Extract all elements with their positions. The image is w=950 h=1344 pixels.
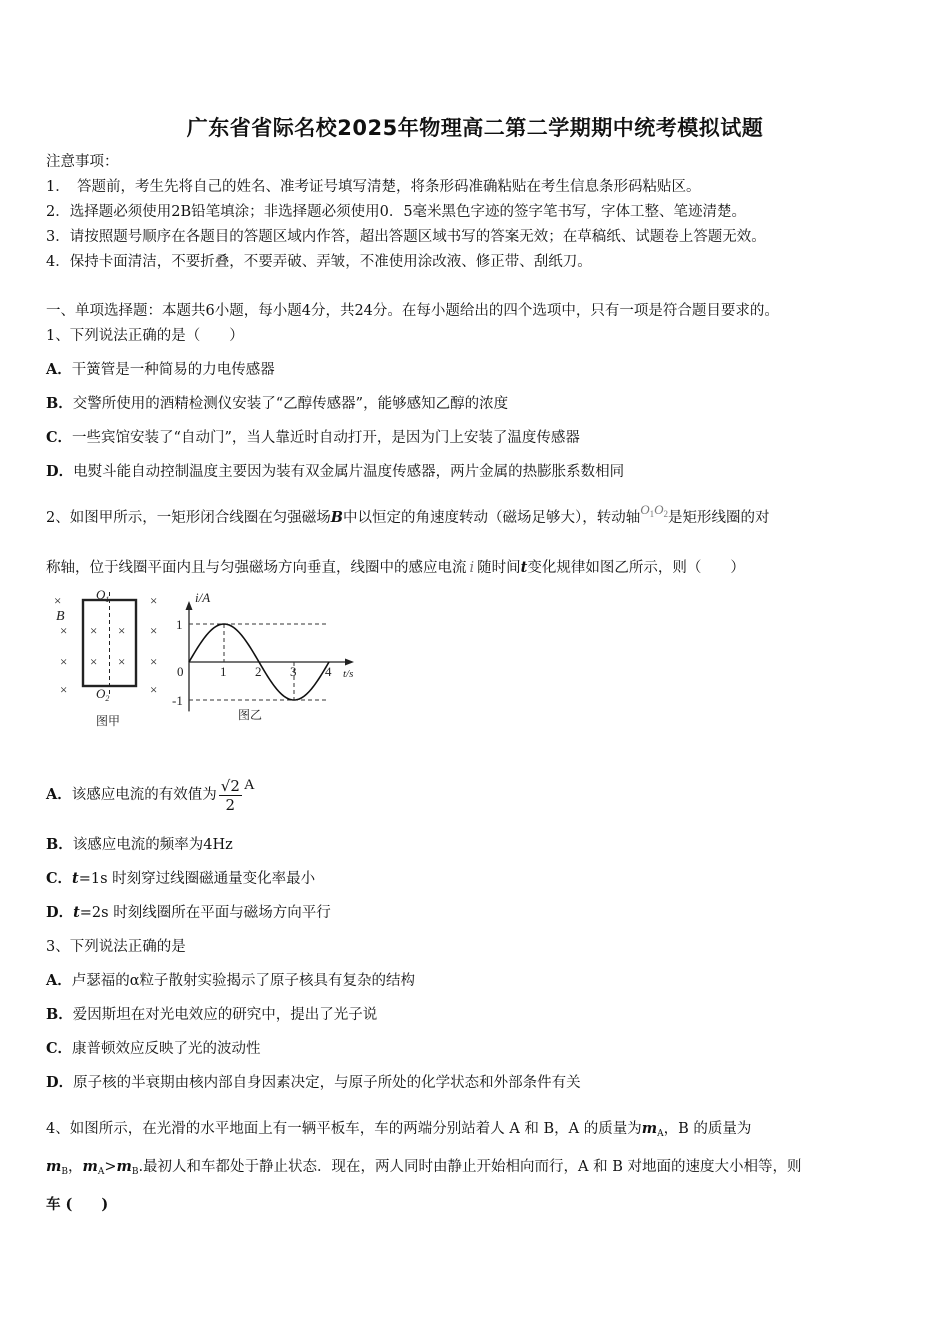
notice-item-2: 2．选择题必须使用2B铅笔填涂；非选择题必须使用0．5毫米黑色字迹的签字笔书写，字体工整、笔迹清楚。 [46, 204, 747, 220]
figure-jia [50, 586, 180, 732]
cross-mark: × [60, 654, 68, 669]
cross-mark: × [118, 654, 126, 669]
notice-item-3: 3．请按照题号顺序在各题目的答题区域内作答，超出答题区域书写的答案无效；在草稿纸、试题卷上答题无效。 [46, 229, 766, 245]
fraction [219, 777, 242, 814]
subscript: A [657, 1129, 664, 1139]
q4-stem-line1 [46, 1119, 751, 1144]
x-tick-label: 1 [220, 664, 227, 679]
q1-option-a[interactable] [46, 360, 275, 380]
fraction-numerator: √2 [220, 776, 240, 795]
option-label: D． [46, 904, 74, 921]
data-point [206, 634, 208, 636]
page-title: 广东省省际名校2025年物理高二第二学期期中统考模拟试题 [186, 116, 764, 140]
q1-stem: 1、下列说法正确的是（ ） [46, 328, 244, 344]
y-axis-label: i/A [195, 590, 211, 605]
subscript: A [97, 1167, 105, 1177]
axis-o1o2: $O_1O_2$ [640, 502, 669, 519]
q1-option-d[interactable] [46, 462, 624, 482]
q4-text: 4、如图所示，在光滑的水平地面上有一辆平板车，车的两端分别站着人 A 和 B，A 的质量为 [46, 1121, 642, 1137]
option-text: 一些宾馆安装了“自动门”，当人靠近时自动打开，是因为门上安装了温度传感器 [72, 430, 580, 446]
q2-option-a[interactable] [46, 770, 255, 820]
option-label: B． [46, 836, 73, 853]
q2-option-d[interactable] [46, 903, 331, 923]
option-label: C． [46, 1040, 73, 1057]
var-t: t [73, 904, 80, 921]
cross-mark: × [90, 623, 98, 638]
option-text: =2s 时刻线圈所在平面与磁场方向平行 [79, 905, 331, 921]
cross-mark: × [118, 623, 126, 638]
section-heading: 一、单项选择题：本题共6小题，每小题4分，共24分。在每小题给出的四个选项中，只有一项是符合题目要求的。 [46, 303, 779, 319]
q1-option-b[interactable] [46, 394, 508, 414]
notice-heading: 注意事项： [46, 154, 119, 170]
o1-label: $O_1$ [96, 587, 110, 604]
option-text: 康普顿效应反映了光的波动性 [72, 1041, 261, 1057]
option-text: 原子核的半衰期由核内部自身因素决定，与原子所处的化学状态和外部条件有关 [73, 1075, 581, 1091]
x-tick-label: 0 [177, 664, 184, 679]
q3-option-d[interactable] [46, 1073, 581, 1093]
figure-caption: 图甲 [96, 714, 121, 728]
x-tick-label: 3 [290, 664, 297, 679]
q2-text: 2、如图甲所示，一矩形闭合线圈在匀强磁场 [46, 510, 331, 526]
var-t: t [520, 559, 528, 576]
var-m: m [46, 1158, 62, 1175]
cross-mark: × [60, 682, 68, 697]
option-label: C． [46, 870, 73, 887]
data-point [258, 661, 260, 663]
var-m: m [82, 1158, 98, 1175]
cross-mark: × [150, 593, 158, 608]
option-label: A． [46, 972, 72, 989]
subscript: B [61, 1167, 68, 1177]
fraction-denominator: 2 [225, 795, 236, 814]
q2-option-b[interactable] [46, 835, 233, 855]
notice-item-4: 4．保持卡面清洁，不要折叠，不要弄破、弄皱，不准使用涂改液、修正带、刮纸刀。 [46, 254, 592, 270]
option-label: D． [46, 463, 74, 480]
figure-caption: 图乙 [238, 708, 263, 722]
q3-option-b[interactable] [46, 1005, 377, 1025]
data-point [223, 623, 225, 625]
q4-text: ， [67, 1159, 83, 1175]
cross-mark: × [150, 654, 158, 669]
x-axis-arrow [345, 659, 354, 666]
option-text: 交警所使用的酒精检测仪安装了“乙醇传感器”，能够感知乙醇的浓度 [72, 396, 509, 412]
option-text: 该感应电流的频率为4Hz [72, 837, 233, 853]
unit: A [243, 777, 255, 793]
y-axis-arrow [186, 601, 193, 610]
q2-text: 称轴，位于线圈平面内且与匀强磁场方向垂直，线圈中的感应电流 [46, 560, 467, 576]
q2-text: 是矩形线圈的对 [668, 510, 770, 526]
var-i: i [469, 560, 475, 576]
q2-stem-line1 [46, 502, 770, 532]
option-label: D． [46, 1074, 74, 1091]
option-text: 卢瑟福的α粒子散射实验揭示了原子核具有复杂的结构 [71, 973, 416, 989]
notice-item-1: 1． 答题前，考生先将自己的姓名、准考证号填写清楚，将条形码准确粘贴在考生信息条形码粘贴区。 [46, 179, 701, 195]
cross-mark: × [54, 593, 62, 608]
data-point [293, 699, 295, 701]
option-label: B． [46, 395, 73, 412]
var-b: B [330, 509, 343, 526]
data-point [328, 661, 330, 663]
option-label: B． [46, 1006, 73, 1023]
option-label: A． [46, 361, 72, 378]
x-tick-label: 4 [325, 664, 332, 679]
data-point [276, 688, 278, 690]
option-label: C． [46, 429, 73, 446]
gt-sign: > [104, 1159, 117, 1175]
data-point [311, 688, 313, 690]
option-text: =1s 时刻穿过线圈磁通量变化率最小 [78, 871, 316, 887]
o2-label: $O_2$ [96, 686, 110, 703]
q4-stem-line3: 车 ( ) [46, 1196, 109, 1213]
q2-text: 中以恒定的角速度转动（磁场足够大），转动轴 [343, 510, 641, 526]
x-axis-label: t/s [343, 668, 354, 680]
q3-option-a[interactable] [46, 971, 415, 991]
cross-mark: × [150, 682, 158, 697]
option-text: 干簧管是一种简易的力电传感器 [71, 362, 275, 378]
cross-mark: × [90, 654, 98, 669]
option-text: 电熨斗能自动控制温度主要因为装有双金属片温度传感器，两片金属的热膨胀系数相同 [73, 464, 625, 480]
subscript: B [131, 1167, 139, 1177]
q3-option-c[interactable] [46, 1039, 261, 1059]
var-m: m [641, 1120, 658, 1137]
q2-option-c[interactable] [46, 869, 315, 889]
option-text: 爱因斯坦在对光电效应的研究中，提出了光子说 [72, 1007, 378, 1023]
q2-text: 随时间 [477, 560, 521, 576]
q4-text: ，B 的质量为 [663, 1121, 752, 1137]
option-label: A． [46, 786, 72, 803]
q2-stem-line2 [46, 558, 745, 578]
data-point [241, 634, 243, 636]
var-t: t [72, 870, 79, 887]
y-tick-label: 1 [176, 617, 183, 632]
y-tick-label: -1 [172, 693, 183, 708]
x-tick-label: 2 [255, 664, 262, 679]
figure-yi-chart [172, 586, 357, 732]
q3-stem: 3、下列说法正确的是 [46, 939, 186, 955]
q1-option-c[interactable] [46, 428, 580, 448]
option-text: 该感应电流的有效值为 [71, 787, 217, 803]
data-point [188, 661, 190, 663]
var-m: m [116, 1158, 132, 1175]
q2-text: 变化规律如图乙所示，则（ ） [527, 560, 745, 576]
b-field-label: B [56, 609, 65, 624]
cross-mark: × [150, 623, 158, 638]
q4-stem-line2 [46, 1157, 802, 1182]
q4-text: .最初人和车都处于静止状态．现在，两人同时由静止开始相向而行，A 和 B 对地面的速度大小相等，则 [138, 1159, 802, 1175]
cross-mark: × [60, 623, 68, 638]
